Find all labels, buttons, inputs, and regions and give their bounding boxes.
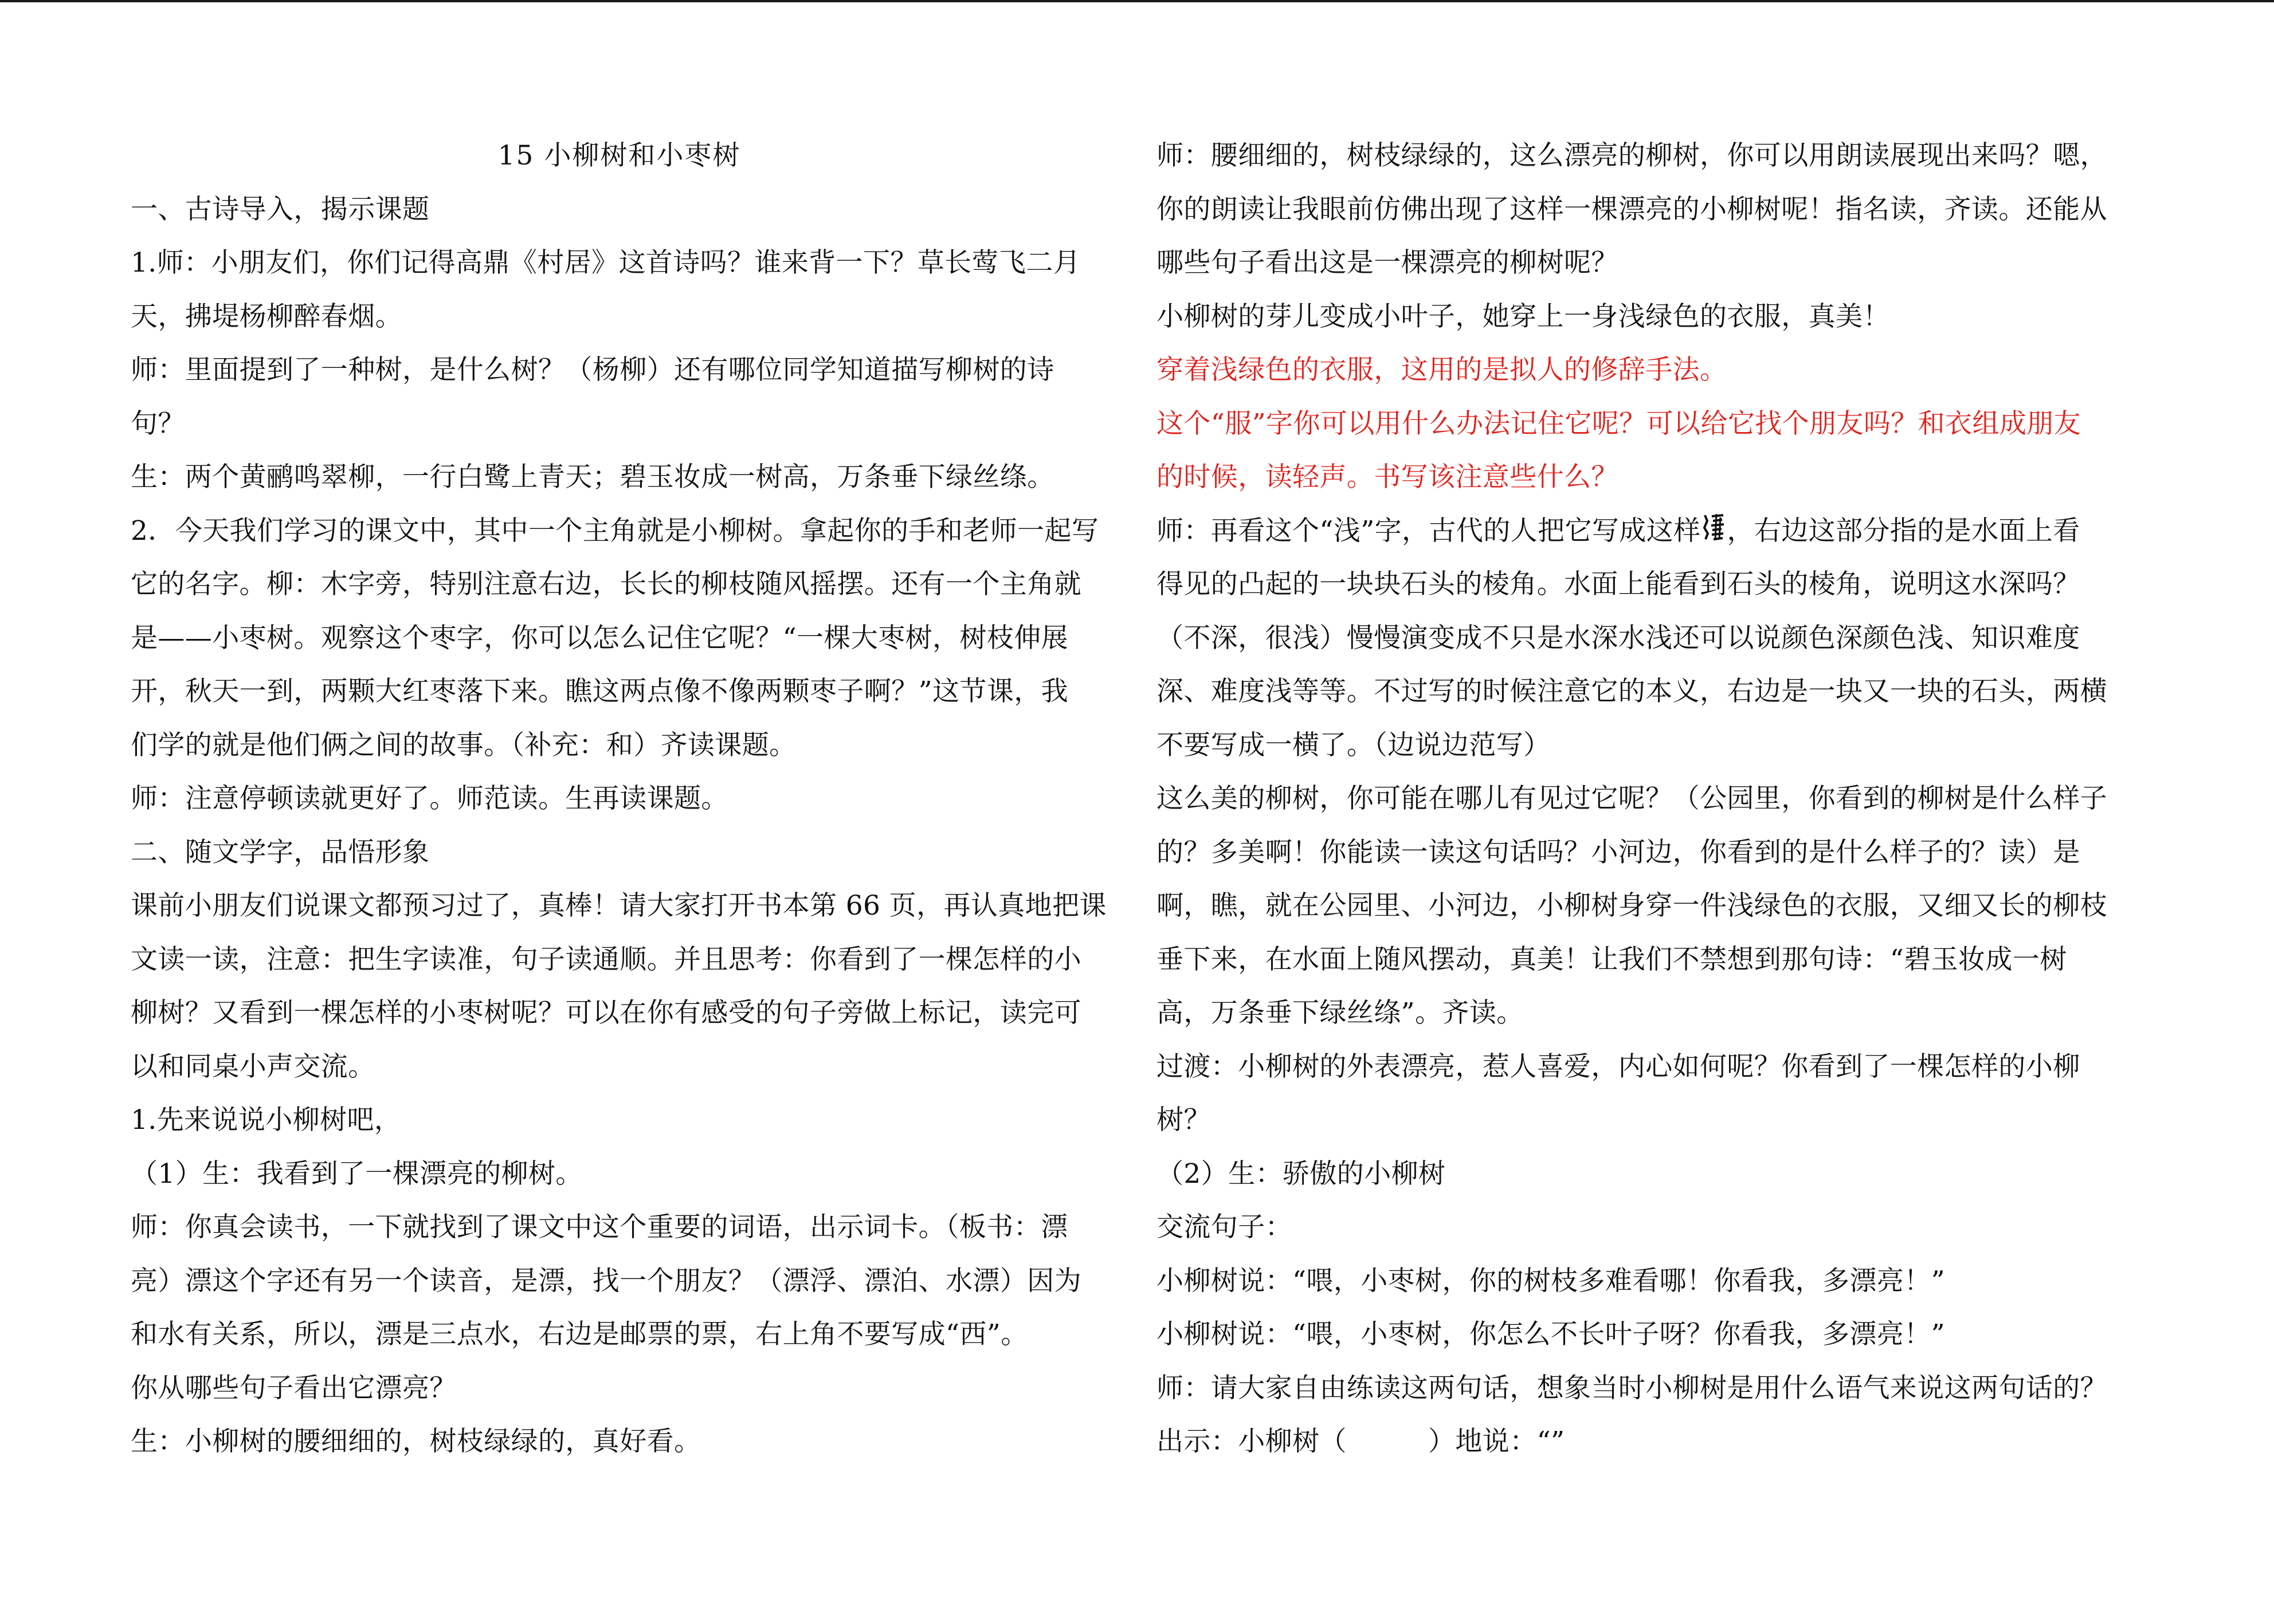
text-line: 过渡：小柳树的外表漂亮，惹人喜爱，内心如何呢？你看到了一棵怎样的小柳 xyxy=(1156,1050,2080,1082)
text-line: 师：你真会读书，一下就找到了课文中这个重要的词语，出示词卡。（板书：漂 xyxy=(131,1211,1068,1243)
text-line: 你的朗读让我眼前仿佛出现了这样一棵漂亮的小柳树呢！指名读，齐读。还能从 xyxy=(1156,193,2107,225)
text-line: 你从哪些句子看出它漂亮？ xyxy=(131,1372,457,1404)
text-line: 它的名字。柳：木字旁，特别注意右边，长长的柳枝随风摇摆。还有一个主角就 xyxy=(131,568,1081,600)
text-line: 生：两个黄鹂鸣翠柳，一行白鹭上青天；碧玉妆成一树高，万条垂下绿丝绦。 xyxy=(131,461,1054,493)
text-line: 师：腰细细的，树枝绿绿的，这么漂亮的柳树，你可以用朗读展现出来吗？嗯， xyxy=(1156,140,2107,171)
text-line: 课前小朋友们说课文都预习过了，真棒！请大家打开书本第 66 页，再认真地把课 xyxy=(131,890,1107,921)
text-line: 这个“服”字你可以用什么办法记住它呢？可以给它找个朋友吗？和衣组成朋友 xyxy=(1156,407,2081,440)
text-line: 的？多美啊！你能读一读这句话吗？小河边，你看到的是什么样子的？读）是 xyxy=(1156,836,2080,868)
text-line: 们学的就是他们俩之间的故事。（补充：和）齐读课题。 xyxy=(131,729,797,761)
text-line: 师：请大家自由练读这两句话，想象当时小柳树是用什么语气来说这两句话的？ xyxy=(1156,1372,2107,1404)
text-line: 和水有关系，所以，漂是三点水，右边是邮票的票，右上角不要写成“西”。 xyxy=(131,1319,1028,1350)
text-line: 柳树？又看到一棵怎样的小枣树呢？可以在你有感受的句子旁做上标记，读完可 xyxy=(131,997,1081,1029)
red-teaching-notes xyxy=(1156,343,2134,504)
text-line: 交流句子： xyxy=(1156,1211,1292,1243)
text-line: 高，万条垂下绿丝绦”。齐读。 xyxy=(1156,997,1524,1029)
text-line: 师：注意停顿读就更好了。师范读。生再读课题。 xyxy=(131,783,728,814)
left-column-lines xyxy=(131,183,1108,1469)
right-column xyxy=(1156,129,2134,1469)
text-line: 小柳树的芽儿变成小叶子，她穿上一身浅绿色的衣服，真美！ xyxy=(1156,300,1890,332)
text-line: 小柳树说：“喂，小枣树，你怎么不长叶子呀？你看我，多漂亮！” xyxy=(1156,1319,1946,1350)
text-line: 亮）漂这个字还有另一个读音，是漂，找一个朋友？（漂浮、漂泊、水漂）因为 xyxy=(131,1265,1081,1297)
right-column-intro-lines xyxy=(1156,129,2134,343)
text-line: 穿着浅绿色的衣服，这用的是拟人的修辞手法。 xyxy=(1156,354,1727,386)
text-line: 文读一读，注意：把生字读准，句子读通顺。并且思考：你看到了一棵怎样的小 xyxy=(131,943,1081,975)
text-line: 以和同桌小声交流。 xyxy=(131,1050,375,1082)
ancient-glyph-line xyxy=(1156,504,2134,558)
text-line: 二、随文学字，品悟形象 xyxy=(131,836,430,868)
text-line: 2．今天我们学习的课文中，其中一个主角就是小柳树。拿起你的手和老师一起写 xyxy=(131,515,1099,547)
text-line: 的时候，读轻声。书写该注意些什么？ xyxy=(1156,461,1618,493)
text-line: 树？ xyxy=(1156,1104,1211,1136)
glyph-line-after-text: ，右边这部分指的是水面上看 xyxy=(1727,515,2080,547)
text-line: 哪些句子看出这是一棵漂亮的柳树呢？ xyxy=(1156,247,1618,278)
text-line: 师：里面提到了一种树，是什么树？（杨柳）还有哪位同学知道描写柳树的诗 xyxy=(131,354,1054,386)
text-line: 不要写成一横了。（边说边范写） xyxy=(1156,729,1551,761)
text-line: 深、难度浅等等。不过写的时候注意它的本义，右边是一块又一块的石头，两横 xyxy=(1156,676,2107,707)
top-border-rule xyxy=(0,0,2274,2)
text-line: （1）生：我看到了一棵漂亮的柳树。 xyxy=(131,1158,583,1190)
text-line: 生：小柳树的腰细细的，树枝绿绿的，真好看。 xyxy=(131,1426,701,1457)
text-line: 是——小枣树。观察这个枣字，你可以怎么记住它呢？“一棵大枣树，树枝伸展 xyxy=(131,622,1069,654)
text-line: 出示：小柳树（ ）地说：“” xyxy=(1156,1426,1565,1457)
text-line: 开，秋天一到，两颗大红枣落下来。瞧这两点像不像两颗枣子啊？”这节课，我 xyxy=(131,676,1069,707)
right-column-body-lines xyxy=(1156,558,2134,1469)
text-line: 啊，瞧，就在公园里、小河边，小柳树身穿一件浅绿色的衣服，又细又长的柳枝 xyxy=(1156,890,2107,921)
text-line: 这么美的柳树，你可能在哪儿有见过它呢？（公园里，你看到的柳树是什么样子 xyxy=(1156,783,2107,814)
ancient-character-image xyxy=(1701,506,1726,558)
text-line: （2）生：骄傲的小柳树 xyxy=(1156,1158,1446,1190)
text-line: 垂下来，在水面上随风摆动，真美！让我们不禁想到那句诗：“碧玉妆成一树 xyxy=(1156,943,2067,975)
text-line: 1.先来说说小柳树吧， xyxy=(131,1104,402,1136)
text-line: 一、古诗导入，揭示课题 xyxy=(131,193,430,225)
left-column xyxy=(131,129,1108,1469)
text-line: 天，拂堤杨柳醉春烟。 xyxy=(131,300,402,332)
glyph-line-before-text: 师：再看这个“浅”字，古代的人把它写成这样 xyxy=(1156,515,1701,547)
text-line: （不深，很浅）慢慢演变成不只是水深水浅还可以说颜色深颜色浅、知识难度 xyxy=(1156,622,2080,654)
text-line: 小柳树说：“喂，小枣树，你的树枝多难看哪！你看我，多漂亮！” xyxy=(1156,1265,1946,1297)
text-line: 句？ xyxy=(131,407,185,440)
lesson-title: 15 小柳树和小枣树 xyxy=(497,140,741,171)
text-line: 1.师：小朋友们，你们记得高鼎《村居》这首诗吗？谁来背一下？草长莺飞二月 xyxy=(131,247,1081,278)
text-line: 得见的凸起的一块块石头的棱角。水面上能看到石头的棱角，说明这水深吗？ xyxy=(1156,568,2080,600)
